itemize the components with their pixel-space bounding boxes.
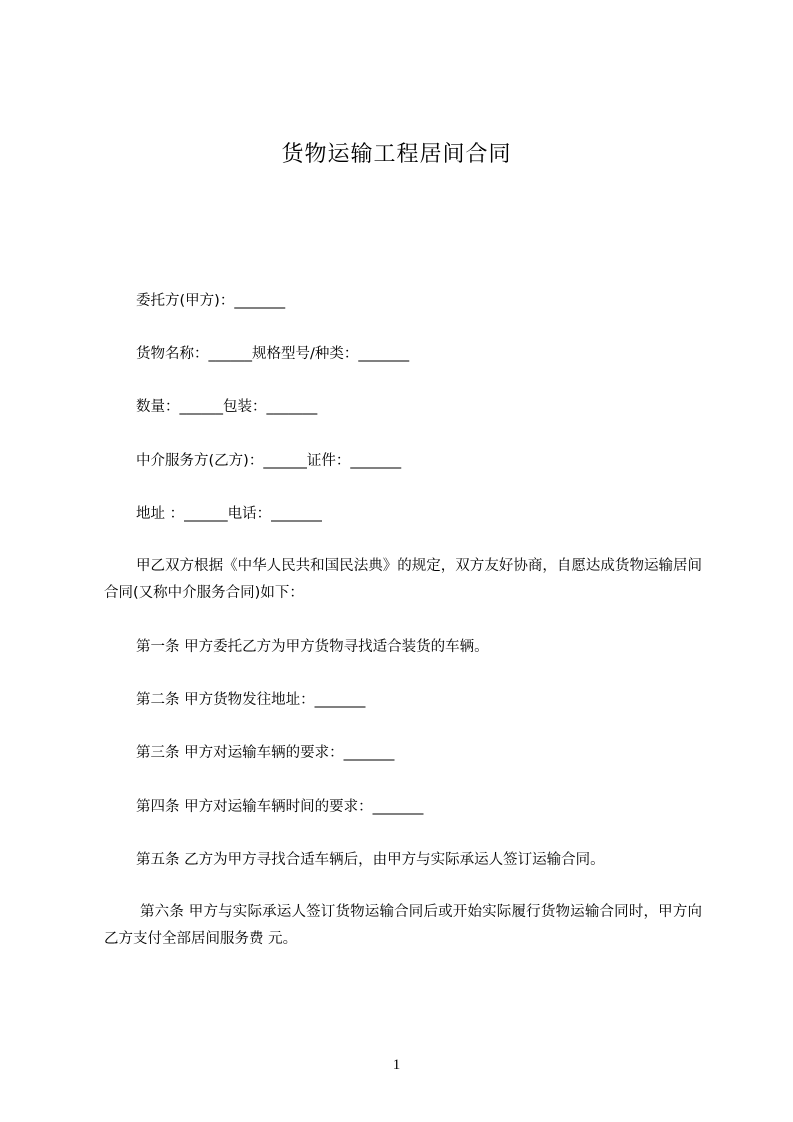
quantity-line: 数量：______包装：_______ [136, 399, 318, 415]
article-6: 第六条 甲方与实际承运人签订货物运输合同后或开始实际履行货物运输合同时，甲方向乙方支付全部居间服务费 元。 [104, 904, 702, 947]
article-4: 第四条 甲方对运输车辆时间的要求：_______ [136, 799, 424, 815]
article-2: 第二条 甲方货物发往地址：_______ [136, 692, 366, 708]
goods-line: 货物名称：______规格型号/种类：_______ [136, 346, 410, 362]
article-3: 第三条 甲方对运输车辆的要求：_______ [136, 745, 395, 761]
intro-paragraph: 甲乙双方根据《中华人民共和国民法典》的规定，双方友好协商，自愿达成货物运输居间合同(又称中介服务合同)如下： [104, 558, 702, 601]
client-line: 委托方(甲方)：_______ [136, 293, 286, 309]
article-5: 第五条 乙方为甲方寻找合适车辆后，由甲方与实际承运人签订运输合同。 [136, 852, 605, 868]
document-title: 货物运输工程居间合同 [281, 142, 512, 167]
page-number: 1 [392, 1057, 401, 1073]
address-line: 地址 ：______电话：_______ [136, 506, 322, 522]
agent-line: 中介服务方(乙方)：______证件：_______ [136, 453, 402, 469]
article-1: 第一条 甲方委托乙方为甲方货物寻找适合装货的车辆。 [136, 639, 489, 655]
